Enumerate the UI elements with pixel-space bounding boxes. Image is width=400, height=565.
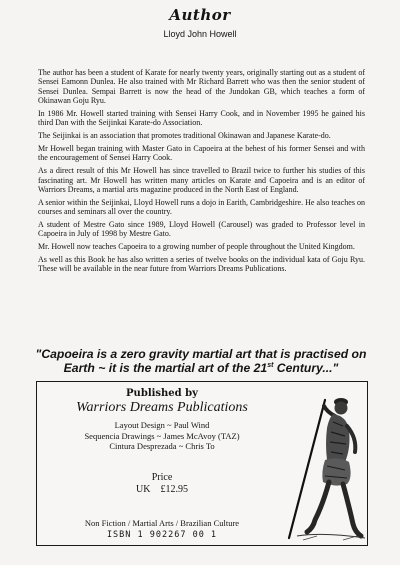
publisher-name: Warriors Dreams Publications	[76, 400, 248, 415]
genre-line: Non Fiction / Martial Arts / Brazilian Culture	[84, 518, 240, 528]
capoeira-fighter-illustration	[283, 386, 367, 542]
bio-paragraph: Mr. Howell now teaches Capoeira to a growing number of people throughout the United Kingdom.	[38, 242, 355, 252]
price-currency: UK	[136, 484, 151, 495]
bio-paragraph: A student of Mestre Gato since 1989, Lloyd Howell (Carousel) was graded to Professor level in Capoeira in July of 1998 by Mestre Gato.	[38, 220, 365, 239]
publisher-block	[37, 387, 287, 415]
credit-line: Layout Design ~ Paul Wind	[114, 420, 210, 430]
isbn-number: ISBN 1 902267 00 1	[106, 530, 218, 540]
price-block	[37, 472, 287, 496]
pull-quote	[30, 347, 372, 375]
publisher-box	[36, 381, 368, 546]
bio-paragraph: As a direct result of this Mr Howell has since travelled to Brazil twice to further his studies of this fascinating art. Mr Howell has written many articles on Karate and Capoeira and is an editor of Warriors Dreams, a martial arts magazine produced in the North East of England.	[38, 166, 365, 195]
credit-line: Cintura Desprezada ~ Chris To	[109, 441, 215, 451]
section-title: Author	[169, 6, 231, 24]
bio-paragraph: As well as this Book he has also written a series of twelve books on the individual kata of Goju Ryu. These will be available in the near future from Warriors Dreams Publications.	[38, 255, 365, 274]
credits-list	[37, 420, 287, 452]
bio-paragraph: A senior within the Seijinkai, Lloyd Howell runs a dojo in Earith, Cambridgeshire. He also teaches on courses and seminars all over the country.	[38, 197, 365, 217]
bio-paragraph: Mr Howell began training with Master Gato in Capoeira at the behest of his former Sensei and with the encouragement of Sensei Harry Cook.	[38, 144, 365, 163]
price-label: Price	[151, 472, 173, 483]
author-biography	[38, 68, 365, 277]
price-value: £12.95	[160, 484, 188, 495]
author-name: Lloyd John Howell	[163, 29, 237, 39]
quote-text-start: "Capoeira is a zero gravity martial art that is practised on Earth ~ it is the martial art of the 21	[35, 347, 367, 375]
bio-paragraph: The author has been a student of Karate for nearly twenty years, originally starting out as a student of Sensei Eamonn Dunlea. He also trained with Mr Richard Barrett who was then the senior student of Sensei Dunlea. Sempai Barrett is now the head of the Jundokan GB, which teaches a form of Okinawan Goju Ryu.	[38, 68, 365, 106]
bio-paragraph: In 1986 Mr. Howell started training with Sensei Harry Cook, and in November 1995 he gained his third Dan with the Seijinkai Karate-do Association.	[38, 109, 365, 128]
bio-paragraph: The Seijinkai is an association that promotes traditional Okinawan and Japanese Karate-do.	[38, 131, 331, 141]
quote-text-end: Century..."	[273, 361, 339, 375]
quote-superscript: st	[267, 361, 274, 369]
published-by-label: Published by	[126, 388, 198, 399]
credit-line: Sequencia Drawings ~ James McAvoy (TAZ)	[84, 430, 240, 441]
